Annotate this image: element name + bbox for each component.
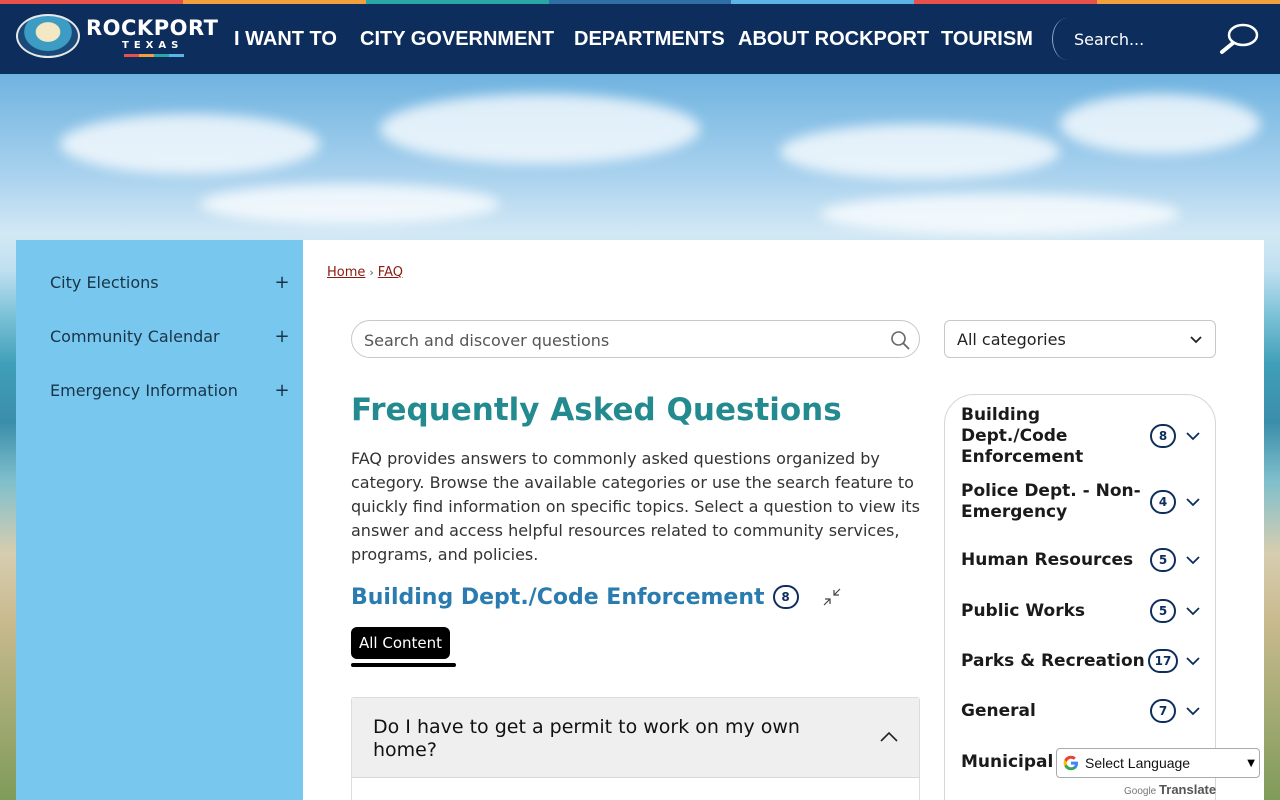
cloud: [60, 114, 320, 174]
category-count-badge: 5: [1150, 548, 1176, 572]
breadcrumb-faq-link[interactable]: FAQ: [377, 265, 403, 280]
sidebar-item-community-calendar[interactable]: [50, 321, 290, 351]
expand-plus-icon[interactable]: +: [274, 325, 290, 347]
chevron-down-icon: [1186, 656, 1200, 666]
expand-plus-icon[interactable]: +: [274, 379, 290, 401]
sidebar-item-label: Community Calendar: [50, 326, 220, 346]
sidebar-item-label: City Elections: [50, 272, 159, 292]
chevron-down-icon: [1186, 706, 1200, 716]
category-count-badge: 5: [1150, 599, 1176, 623]
sidebar-item-label: Emergency Information: [50, 380, 238, 400]
category-panel: [944, 394, 1216, 800]
cloud: [200, 184, 500, 224]
translate-link[interactable]: Translate: [1159, 782, 1217, 797]
category-name: Building Dept./Code Enforcement: [961, 404, 1084, 467]
active-tab-underline: [351, 663, 456, 667]
all-content-tab[interactable]: All Content: [351, 627, 450, 659]
nav-city-government[interactable]: CITY GOVERNMENT: [360, 27, 555, 50]
logo-text: ROCKPORT: [86, 16, 219, 40]
cloud: [820, 194, 1180, 234]
faq-question-text: Do I have to get a permit to work on my own home?: [373, 716, 800, 761]
breadcrumb-home-link[interactable]: Home: [327, 265, 366, 280]
category-count-badge: 4: [1150, 490, 1176, 514]
category-select[interactable]: [944, 320, 1216, 358]
sidebar-item-city-elections[interactable]: [50, 267, 290, 297]
category-count-badge: 8: [1150, 424, 1176, 448]
sidebar: [16, 240, 303, 800]
city-logo[interactable]: [16, 14, 219, 60]
category-name: Police Dept. - Non-Emergency: [961, 481, 1141, 522]
collapse-arrows-icon[interactable]: [821, 586, 843, 608]
google-g-icon: [1061, 753, 1081, 773]
category-count-badge: 7: [1150, 699, 1176, 723]
category-item[interactable]: [961, 599, 1201, 623]
category-name: Parks & Recreation: [961, 650, 1145, 671]
search-icon: [1217, 21, 1261, 55]
section-title: Building Dept./Code Enforcement: [351, 584, 765, 610]
faq-search-box: [351, 320, 920, 358]
chevron-down-icon: [1189, 334, 1203, 344]
cloud: [780, 124, 1060, 179]
category-count-badge: 17: [1148, 649, 1178, 673]
language-select-label: Select Language: [1085, 755, 1191, 771]
language-select[interactable]: [1056, 748, 1260, 778]
faq-search-input[interactable]: [364, 329, 864, 351]
cloud: [380, 94, 700, 164]
category-item[interactable]: [961, 481, 1201, 523]
logo-emblem: [16, 14, 80, 58]
section-count-badge: 8: [773, 585, 799, 609]
chevron-down-icon: [1186, 606, 1200, 616]
dropdown-arrow-icon: ▼: [1247, 758, 1255, 769]
breadcrumb-separator: ›: [369, 266, 374, 279]
category-item[interactable]: [961, 699, 1201, 723]
search-icon[interactable]: [890, 330, 910, 350]
site-search: [1052, 18, 1268, 60]
section-heading: [351, 582, 843, 612]
category-item[interactable]: [961, 404, 1201, 467]
category-select-value: All categories: [957, 329, 1066, 349]
nav-about-rockport[interactable]: ABOUT ROCKPORT: [738, 27, 930, 50]
logo-subtext: TEXAS: [122, 40, 184, 51]
category-item[interactable]: [961, 649, 1201, 673]
logo-color-line: [124, 54, 184, 57]
category-name: Public Works: [961, 600, 1086, 621]
nav-departments[interactable]: DEPARTMENTS: [574, 27, 725, 50]
category-name: Human Resources: [961, 549, 1134, 570]
category-item[interactable]: [961, 548, 1201, 572]
powered-by-google: [1124, 782, 1216, 797]
cloud: [1060, 94, 1260, 154]
breadcrumb: [327, 265, 403, 280]
nav-tourism[interactable]: TOURISM: [941, 27, 1033, 50]
page-description: FAQ provides answers to commonly asked questions organized by category. Browse the available categories or use the search feature to quickly find information on specific topics. Select a question to view its answer and access helpful resources related to community services, programs, and policies.: [351, 449, 920, 564]
category-name: Municipal: [961, 751, 1054, 772]
category-name: General: [961, 700, 1036, 721]
chevron-down-icon: [1186, 431, 1200, 441]
chevron-down-icon: [1186, 497, 1200, 507]
google-wordmark: Google: [1124, 786, 1157, 797]
chevron-down-icon: [1186, 555, 1200, 565]
sidebar-item-emergency-information[interactable]: [50, 375, 290, 405]
expand-plus-icon[interactable]: +: [274, 271, 290, 293]
faq-accordion-item: [351, 697, 920, 800]
main-content: [303, 240, 1264, 800]
chevron-up-icon: [879, 729, 899, 743]
site-search-button[interactable]: [1216, 20, 1262, 58]
page-title: Frequently Asked Questions: [351, 392, 842, 428]
site-search-input[interactable]: [1074, 26, 1194, 52]
faq-question-header[interactable]: [352, 698, 919, 778]
nav-i-want-to[interactable]: I WANT TO: [234, 27, 337, 50]
